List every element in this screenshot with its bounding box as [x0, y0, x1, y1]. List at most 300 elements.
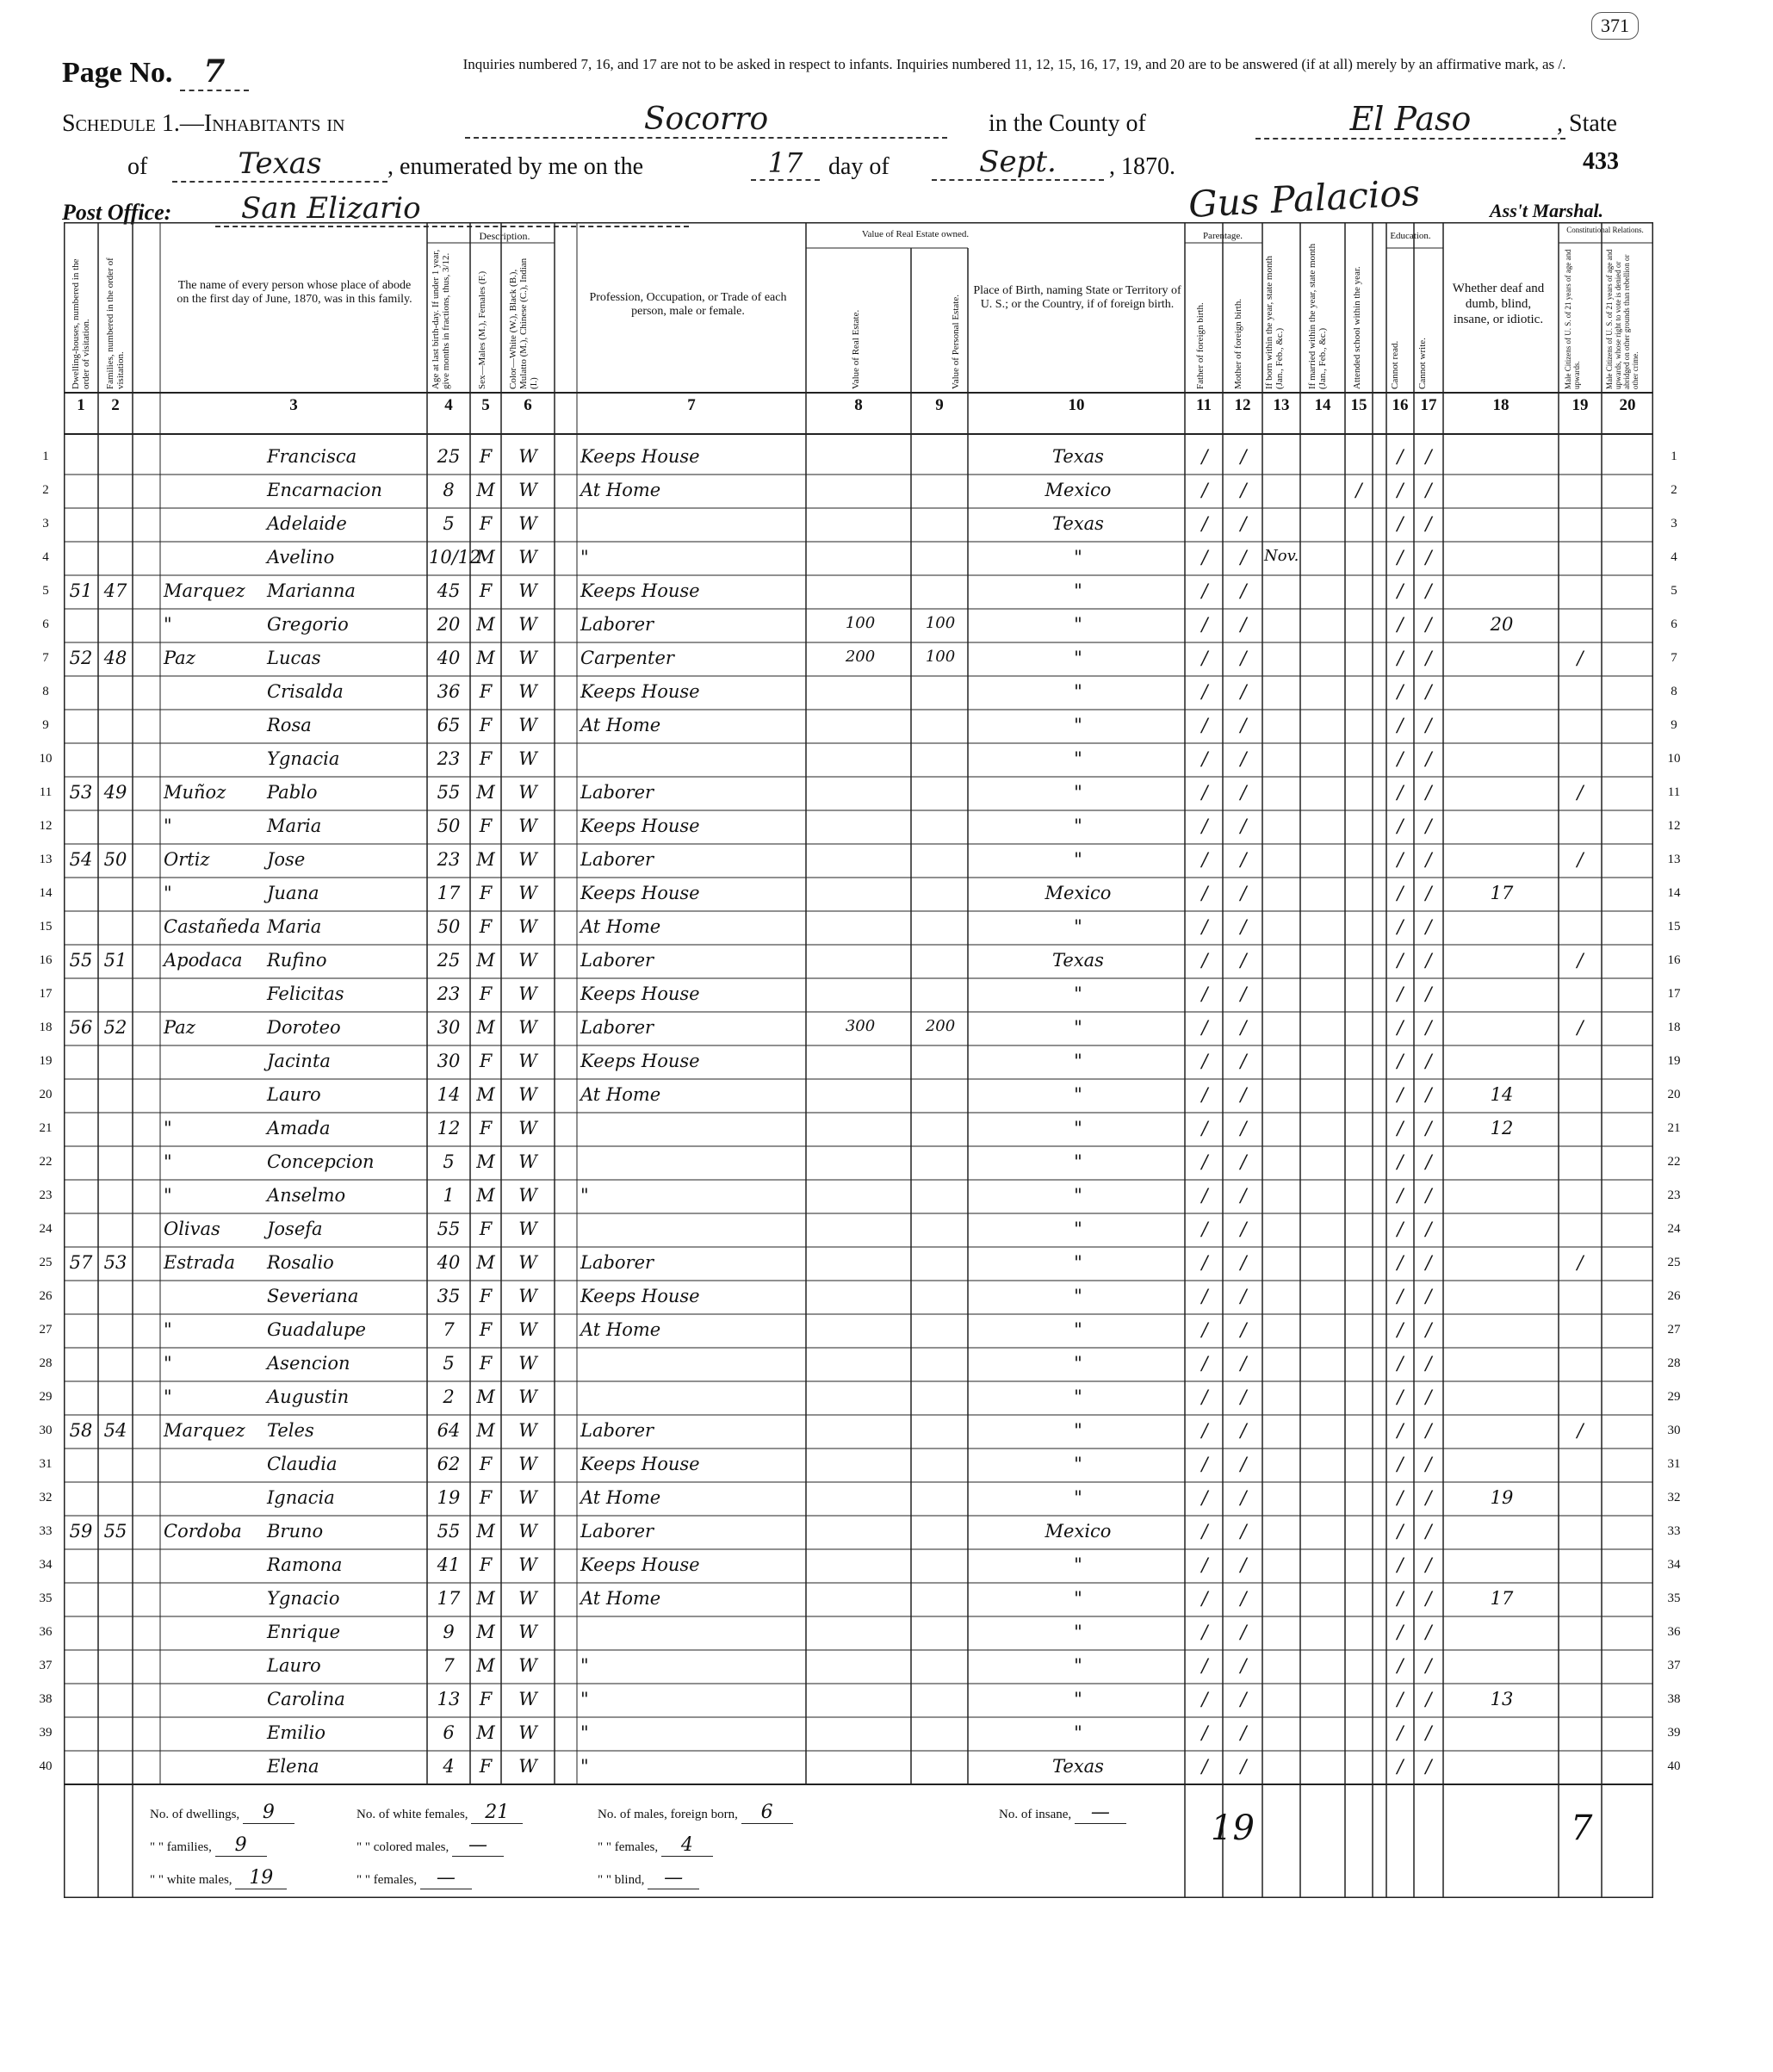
cell-c17: / [1425, 1387, 1432, 1407]
summary-insane: No. of insane, — [999, 1802, 1126, 1824]
cell-m12: / [1240, 1689, 1247, 1709]
column-number: 6 [524, 396, 532, 414]
cell-color: W [518, 983, 537, 1004]
cell-c16: / [1397, 1756, 1404, 1777]
cell-color: W [518, 1588, 537, 1609]
cell-c17: / [1425, 681, 1432, 702]
cell-birth: Texas [1052, 950, 1104, 971]
cell-surname: " [164, 1387, 172, 1407]
cell-f11: / [1201, 1084, 1208, 1105]
cell-fam: 52 [103, 1017, 127, 1038]
row-number-right: 3 [1671, 517, 1677, 530]
cell-c17: / [1425, 1521, 1432, 1542]
cell-birth: " [1074, 1051, 1082, 1071]
row-number-right: 8 [1671, 685, 1677, 698]
cell-sex: F [479, 681, 493, 702]
cell-dw: 59 [69, 1521, 93, 1542]
cell-birth: " [1074, 1185, 1082, 1206]
cell-c16: / [1397, 1118, 1404, 1138]
education-group-header: Education. [1390, 231, 1431, 241]
cell-c19: / [1577, 782, 1584, 803]
cell-age: 17 [437, 883, 461, 903]
cell-surname: Paz [164, 1017, 195, 1038]
cell-m12: / [1240, 1454, 1247, 1474]
cell-c16: / [1397, 1521, 1404, 1542]
col15-header: Attended school within the year. [1352, 266, 1362, 389]
cell-given: Maria [267, 816, 322, 836]
cell-birth: Texas [1052, 446, 1104, 467]
cell-color: W [518, 513, 537, 534]
cell-age: 9 [443, 1622, 455, 1642]
cell-birth: " [1074, 715, 1082, 735]
cell-m12: / [1240, 681, 1247, 702]
cell-dw: 55 [69, 950, 93, 971]
cell-occ: " [580, 1722, 589, 1743]
cell-sex: M [476, 1588, 495, 1609]
cell-surname: " [164, 816, 172, 836]
cell-color: W [518, 1118, 537, 1138]
cell-c17: / [1425, 1554, 1432, 1575]
cell-birth: " [1074, 983, 1082, 1004]
cell-color: W [518, 580, 537, 601]
cell-surname: Muñoz [164, 782, 226, 803]
cell-given: Ignacia [267, 1487, 335, 1508]
cell-sex: F [479, 916, 493, 937]
cell-color: W [518, 547, 537, 568]
cell-occ: Keeps House [580, 446, 700, 467]
cell-given: Asencion [267, 1353, 350, 1374]
cell-age: 5 [443, 1353, 455, 1374]
cell-c18: 12 [1490, 1118, 1514, 1138]
cell-sex: F [479, 513, 493, 534]
cell-m12: / [1240, 446, 1247, 467]
table-row [39, 1146, 1681, 1180]
cell-c17: / [1425, 1756, 1432, 1777]
row-number-right: 29 [1667, 1390, 1681, 1404]
cell-m12: / [1240, 816, 1247, 836]
cell-c17: / [1425, 1420, 1432, 1441]
cell-f11: / [1201, 816, 1208, 836]
cell-age: 5 [443, 1151, 455, 1172]
table-row [39, 1751, 1681, 1784]
cell-fam: 48 [103, 648, 127, 668]
cell-occ: At Home [580, 1588, 661, 1609]
cell-f11: / [1201, 614, 1208, 635]
cell-given: Gregorio [267, 614, 349, 635]
cell-m12: / [1240, 1084, 1247, 1105]
cell-m12: / [1240, 748, 1247, 769]
cell-age: 14 [437, 1084, 461, 1105]
cell-c18: 17 [1490, 883, 1514, 903]
cell-f11: / [1201, 1588, 1208, 1609]
row-number-right: 15 [1667, 920, 1681, 934]
cell-given: Amada [267, 1118, 331, 1138]
col8-header: Value of Real Estate. [851, 309, 861, 389]
cell-sex: M [476, 782, 495, 803]
cell-given: Emilio [267, 1722, 326, 1743]
row-number-right: 19 [1667, 1054, 1681, 1068]
cell-m12: / [1240, 1756, 1247, 1777]
column-number: 5 [481, 396, 490, 414]
cell-age: 40 [437, 648, 461, 668]
row-number-right: 39 [1667, 1726, 1681, 1740]
cell-color: W [518, 1622, 537, 1642]
cell-occ: Laborer [580, 849, 654, 870]
cell-sex: M [476, 1185, 495, 1206]
row-number-left: 15 [39, 920, 53, 934]
cell-sex: F [479, 1219, 493, 1239]
cell-f11: / [1201, 1185, 1208, 1206]
summary-dwellings: No. of dwellings, 9 [150, 1802, 294, 1824]
cell-color: W [518, 1521, 537, 1542]
cell-c17: / [1425, 983, 1432, 1004]
row-number-right: 32 [1667, 1491, 1681, 1504]
cell-f11: / [1201, 1118, 1208, 1138]
table-row [39, 1650, 1681, 1684]
cell-m12: / [1240, 547, 1247, 568]
column-number: 15 [1350, 396, 1367, 414]
row-number-left: 27 [39, 1323, 53, 1337]
cell-c19: / [1577, 648, 1584, 668]
cell-given: Felicitas [267, 983, 344, 1004]
table-row [39, 945, 1681, 978]
cell-given: Lucas [267, 648, 321, 668]
row-number-right: 12 [1667, 819, 1681, 833]
table-row [39, 1549, 1681, 1583]
row-number-left: 38 [39, 1692, 53, 1706]
cell-birth: " [1074, 1420, 1082, 1441]
cell-c16: / [1397, 1554, 1404, 1575]
table-row [39, 1449, 1681, 1482]
table-row [39, 1684, 1681, 1717]
cell-age: 41 [437, 1554, 461, 1575]
page-number-label: Page No. 7 [62, 53, 249, 91]
summary-citizen-tally: 7 [1571, 1808, 1593, 1848]
cell-occ: Laborer [580, 1252, 654, 1273]
place-name: Socorro [465, 102, 947, 139]
cell-sex: F [479, 580, 493, 601]
column-number: 8 [854, 396, 863, 414]
row-number-left: 6 [42, 617, 49, 631]
cell-birth: Mexico [1045, 883, 1112, 903]
cell-color: W [518, 1487, 537, 1508]
table-row [39, 1281, 1681, 1314]
cell-birth: " [1074, 916, 1082, 937]
col12-header: Mother of foreign birth. [1233, 298, 1243, 389]
cell-m12: / [1240, 513, 1247, 534]
cell-f11: / [1201, 849, 1208, 870]
cell-c16: / [1397, 1017, 1404, 1038]
table-row [39, 878, 1681, 911]
summary-white-females: No. of white females, 21 [356, 1802, 523, 1824]
cell-surname: Marquez [164, 580, 245, 601]
cell-given: Ygnacio [267, 1588, 340, 1609]
parentage-group-header: Parentage. [1202, 231, 1243, 241]
cell-occ: At Home [580, 1487, 661, 1508]
cell-m12: / [1240, 614, 1247, 635]
cell-c16: / [1397, 648, 1404, 668]
cell-given: Jose [267, 849, 306, 870]
cell-given: Rufino [267, 950, 327, 971]
row-number-left: 13 [39, 853, 53, 866]
cell-c16: / [1397, 614, 1404, 635]
cell-birth: Mexico [1045, 480, 1112, 500]
page-number-value: 7 [180, 53, 249, 91]
cell-c17: / [1425, 1118, 1432, 1138]
col10-header: Place of Birth, naming State or Territory of U. S.; or the Country, if of foreign birth. [973, 284, 1181, 311]
cell-c19: / [1577, 849, 1584, 870]
cell-m12: / [1240, 480, 1247, 500]
column-number: 11 [1196, 396, 1212, 414]
cell-given: Rosa [267, 715, 312, 735]
column-number: 18 [1492, 396, 1510, 414]
cell-sex: F [479, 715, 493, 735]
table-row [42, 710, 1677, 743]
cell-occ: Carpenter [580, 648, 674, 668]
cell-birth: Texas [1052, 513, 1104, 534]
cell-c15: / [1355, 480, 1362, 500]
cell-given: Jacinta [267, 1051, 331, 1071]
cell-re: 300 [845, 1017, 876, 1035]
row-number-right: 27 [1667, 1323, 1681, 1337]
cell-f11: / [1201, 1487, 1208, 1508]
cell-sex: M [476, 1722, 495, 1743]
row-number-left: 4 [42, 550, 49, 564]
cell-c16: / [1397, 916, 1404, 937]
cell-sex: M [476, 1252, 495, 1273]
cell-c17: / [1425, 580, 1432, 601]
cell-c16: / [1397, 1689, 1404, 1709]
row-number-left: 16 [39, 953, 53, 967]
row-number-left: 31 [39, 1457, 53, 1471]
cell-given: Avelino [267, 547, 335, 568]
cell-given: Lauro [267, 1655, 321, 1676]
cell-c16: / [1397, 816, 1404, 836]
table-row [39, 1583, 1681, 1616]
cell-c18: 20 [1490, 614, 1514, 635]
cell-birth: " [1074, 1353, 1082, 1374]
cell-color: W [518, 1655, 537, 1676]
cell-age: 23 [437, 983, 461, 1004]
cell-f11: / [1201, 1151, 1208, 1172]
cell-sex: M [476, 614, 495, 635]
cell-given: Juana [267, 883, 319, 903]
cell-color: W [518, 748, 537, 769]
state-name: Texas [172, 146, 387, 183]
enumeration-month: Sept. [932, 145, 1104, 181]
cell-surname: " [164, 883, 172, 903]
cell-c16: / [1397, 1454, 1404, 1474]
column-number: 2 [111, 396, 120, 414]
row-number-left: 35 [39, 1591, 53, 1605]
row-number-left: 21 [39, 1121, 53, 1135]
cell-m12: / [1240, 916, 1247, 937]
cell-fam: 51 [103, 950, 127, 971]
cell-c17: / [1425, 782, 1432, 803]
cell-birth: " [1074, 1622, 1082, 1642]
column-number: 14 [1314, 396, 1331, 414]
cell-birth: " [1074, 1554, 1082, 1575]
column-number: 3 [289, 396, 298, 414]
cell-f11: / [1201, 1319, 1208, 1340]
row-number-left: 3 [42, 517, 49, 530]
col14-header: If married within the year, state month (Jan., Feb., &c.) [1307, 243, 1328, 389]
cell-f11: / [1201, 1051, 1208, 1071]
table-row [39, 1079, 1681, 1113]
cell-color: W [518, 1252, 537, 1273]
cell-birth: " [1074, 748, 1082, 769]
row-number-right: 37 [1667, 1659, 1681, 1672]
cell-age: 19 [437, 1487, 461, 1508]
col18-header: Whether deaf and dumb, blind, insane, or idiotic. [1452, 282, 1545, 326]
cell-birth: " [1074, 547, 1082, 568]
row-number-left: 11 [39, 785, 53, 799]
cell-c17: / [1425, 715, 1432, 735]
sheet-number: 433 [1583, 148, 1619, 175]
county-label: in the County of [989, 110, 1146, 137]
cell-c18: 19 [1490, 1487, 1514, 1508]
cell-given: Anselmo [267, 1185, 346, 1206]
cell-given: Ramona [267, 1554, 343, 1575]
cell-occ: Keeps House [580, 681, 700, 702]
cell-given: Concepcion [267, 1151, 375, 1172]
table-row [42, 441, 1677, 475]
cell-occ: Laborer [580, 1521, 654, 1542]
cell-c16: / [1397, 446, 1404, 467]
cell-f11: / [1201, 1420, 1208, 1441]
cell-age: 10/12 [429, 547, 481, 568]
cell-age: 25 [437, 446, 461, 467]
column-number: 19 [1572, 396, 1589, 414]
cell-color: W [518, 1554, 537, 1575]
column-number: 10 [1068, 396, 1085, 414]
cell-f11: / [1201, 883, 1208, 903]
cell-c16: / [1397, 1185, 1404, 1206]
col17-header: Cannot write. [1417, 338, 1428, 389]
cell-sex: F [479, 983, 493, 1004]
cell-c16: / [1397, 1252, 1404, 1273]
row-number-right: 40 [1667, 1759, 1681, 1773]
cell-m12: / [1240, 782, 1247, 803]
cell-occ: " [580, 547, 589, 568]
cell-c16: / [1397, 1588, 1404, 1609]
cell-c18: 14 [1490, 1084, 1514, 1105]
cell-c17: / [1425, 1151, 1432, 1172]
row-number-left: 32 [39, 1491, 53, 1504]
cell-pe: 100 [925, 648, 956, 666]
cell-given: Lauro [267, 1084, 321, 1105]
cell-color: W [518, 849, 537, 870]
cell-c17: / [1425, 1319, 1432, 1340]
row-number-left: 39 [39, 1726, 53, 1740]
cell-m12: / [1240, 1118, 1247, 1138]
cell-c16: / [1397, 748, 1404, 769]
cell-f11: / [1201, 1756, 1208, 1777]
cell-age: 55 [437, 782, 461, 803]
row-number-left: 28 [39, 1356, 53, 1370]
cell-birth: Mexico [1045, 1521, 1112, 1542]
cell-c17: / [1425, 1353, 1432, 1374]
cell-dw: 58 [69, 1420, 93, 1441]
cell-color: W [518, 782, 537, 803]
cell-color: W [518, 1756, 537, 1777]
cell-occ: " [580, 1689, 589, 1709]
cell-m12: / [1240, 1017, 1247, 1038]
cell-color: W [518, 1286, 537, 1306]
cell-c16: / [1397, 580, 1404, 601]
of-label: of [127, 153, 148, 180]
cell-given: Adelaide [267, 513, 347, 534]
cell-given: Carolina [267, 1689, 345, 1709]
table-row [39, 1616, 1681, 1650]
row-number-left: 34 [39, 1558, 53, 1572]
cell-birth: " [1074, 1017, 1082, 1038]
cell-given: Crisalda [267, 681, 344, 702]
cell-c16: / [1397, 513, 1404, 534]
cell-f11: / [1201, 916, 1208, 937]
cell-color: W [518, 446, 537, 467]
post-office-label: Post Office: [62, 200, 172, 225]
column-number: 4 [444, 396, 453, 414]
cell-given: Ygnacia [267, 748, 340, 769]
cell-sex: F [479, 1554, 493, 1575]
day-of-label: day of [828, 153, 890, 180]
cell-m12: / [1240, 1722, 1247, 1743]
post-office-name: San Elizario [215, 191, 689, 227]
cell-f11: / [1201, 1554, 1208, 1575]
table-row [39, 1482, 1681, 1516]
cell-birth: " [1074, 1454, 1082, 1474]
col13-header: If born within the year, state month (Jan., Feb., &c.) [1264, 255, 1285, 389]
cell-surname: " [164, 1118, 172, 1138]
cell-sex: F [479, 1319, 493, 1340]
cell-surname: Marquez [164, 1420, 245, 1441]
row-number-right: 28 [1667, 1356, 1681, 1370]
cell-c16: / [1397, 480, 1404, 500]
cell-f11: / [1201, 748, 1208, 769]
cell-age: 8 [443, 480, 455, 500]
description-group-header: Description. [479, 230, 530, 242]
cell-given: Augustin [267, 1387, 350, 1407]
summary-colored-males: " " colored males, — [356, 1834, 504, 1857]
row-number-right: 9 [1671, 718, 1677, 732]
cell-age: 50 [437, 916, 461, 937]
cell-birth: " [1074, 1252, 1082, 1273]
cell-c16: / [1397, 983, 1404, 1004]
table-row [39, 1348, 1681, 1381]
row-number-right: 4 [1671, 550, 1677, 564]
cell-age: 23 [437, 849, 461, 870]
cell-sex: F [479, 748, 493, 769]
cell-surname: Estrada [164, 1252, 236, 1273]
cell-f11: / [1201, 983, 1208, 1004]
cell-sex: F [479, 1487, 493, 1508]
cell-m12: / [1240, 849, 1247, 870]
cell-birth: " [1074, 580, 1082, 601]
cell-c16: / [1397, 1655, 1404, 1676]
column-number: 17 [1420, 396, 1437, 414]
cell-given: Francisca [267, 446, 357, 467]
column-number: 20 [1619, 396, 1636, 414]
cell-occ: At Home [580, 480, 661, 500]
cell-c17: / [1425, 1655, 1432, 1676]
cell-c16: / [1397, 1051, 1404, 1071]
column-number: 9 [935, 396, 944, 414]
cell-c17: / [1425, 1722, 1432, 1743]
row-number-right: 36 [1667, 1625, 1681, 1639]
col11-header: Father of foreign birth. [1195, 302, 1206, 389]
cell-c17: / [1425, 1487, 1432, 1508]
